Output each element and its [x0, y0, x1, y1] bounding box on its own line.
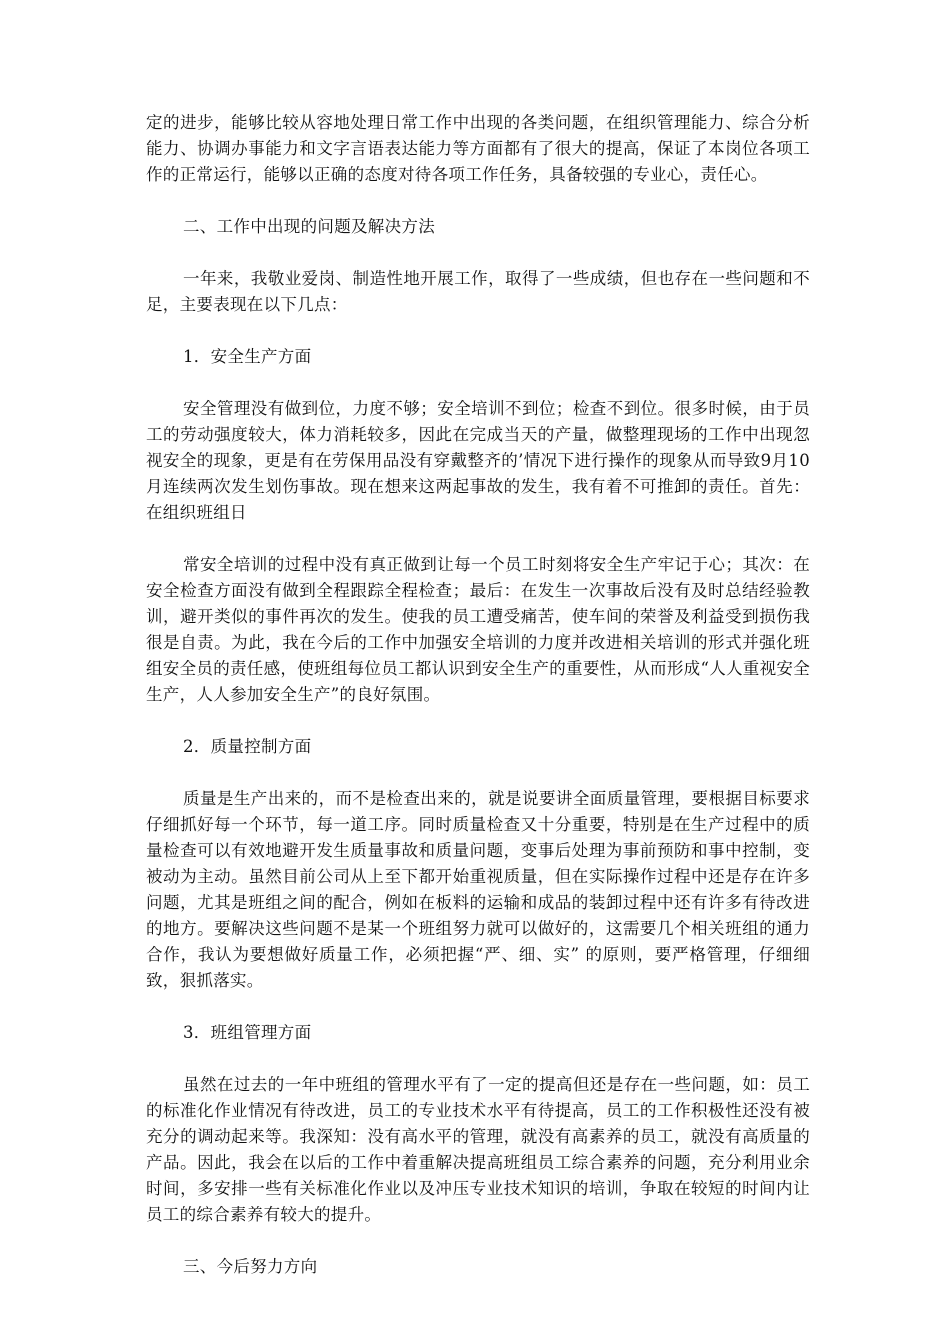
paragraph-intro: 定的进步，能够比较从容地处理日常工作中出现的各类问题，在组织管理能力、综合分析能力、协调办事能力和文字言语表达能力等方面都有了很大的提高，保证了本岗位各项工作的正常运行，能够以正确的态度对待各项工作任务，具备较强的专业心，责任心。	[146, 113, 810, 184]
subheading-team-management: 3．班组管理方面	[183, 1023, 312, 1042]
paragraph-problems-overview: 一年来，我敬业爱岗、制造性地开展工作，取得了一些成绩，但也存在一些问题和不足，主要表现在以下几点：	[146, 269, 810, 314]
subheading-quality: 2．质量控制方面	[183, 737, 312, 756]
paragraph-safety-1: 安全管理没有做到位，力度不够；安全培训不到位；检查不到位。很多时候，由于员工的劳动强度较大，体力消耗较多，因此在完成当天的产量，做整理现场的工作中出现忽视安全的现象，更是有在劳保用品没有穿戴整齐的’情况下进行操作的现象从而导致9月10月连续两次发生划伤事故。现在想来这两起事故的发生，我有着不可推卸的责任。首先：在组织班组日	[146, 399, 810, 522]
document-body	[146, 110, 810, 1306]
paragraph-quality: 质量是生产出来的，而不是检查出来的，就是说要讲全面质量管理，要根据目标要求仔细抓好每一个环节，每一道工序。同时质量检查又十分重要，特别是在生产过程中的质量检查可以有效地避开发生质量事故和质量问题，变事后处理为事前预防和事中控制，变被动为主动。虽然目前公司从上至下都开始重视质量，但在实际操作过程中还是存在许多问题，尤其是班组之间的配合，例如在板料的运输和成品的装卸过程中还有许多有待改进的地方。要解决这些问题不是某一个班组努力就可以做好的，这需要几个相关班组的通力合作，我认为要想做好质量工作，必须把握“严、细、实” 的原则，要严格管理，仔细细致，狠抓落实。	[146, 789, 810, 990]
subheading-safety: 1．安全生产方面	[183, 347, 312, 366]
section-heading-future: 三、今后努力方向	[183, 1257, 318, 1276]
paragraph-team-management: 虽然在过去的一年中班组的管理水平有了一定的提高但还是存在一些问题，如：员工的标准化作业情况有待改进，员工的专业技术水平有待提高，员工的工作积极性还没有被充分的调动起来等。我深知：没有高水平的管理，就没有高素养的员工，就没有高质量的产品。因此，我会在以后的工作中着重解决提高班组员工综合素养的问题，充分利用业余时间，多安排一些有关标准化作业以及冲压专业技术知识的培训，争取在较短的时间内让员工的综合素养有较大的提升。	[146, 1075, 810, 1224]
paragraph-safety-2: 常安全培训的过程中没有真正做到让每一个员工时刻将安全生产牢记于心；其次：在安全检查方面没有做到全程跟踪全程检查；最后：在发生一次事故后没有及时总结经验教训，避开类似的事件再次的发生。使我的员工遭受痛苦，使车间的荣誉及利益受到损伤我很是自责。为此，我在今后的工作中加强安全培训的力度并改进相关培训的形式并强化班组安全员的责任感，使班组每位员工都认识到安全生产的重要性，从而形成“人人重视安全生产，人人参加安全生产”的良好氛围。	[146, 555, 810, 704]
section-heading-problems: 二、工作中出现的问题及解决方法	[183, 217, 435, 236]
